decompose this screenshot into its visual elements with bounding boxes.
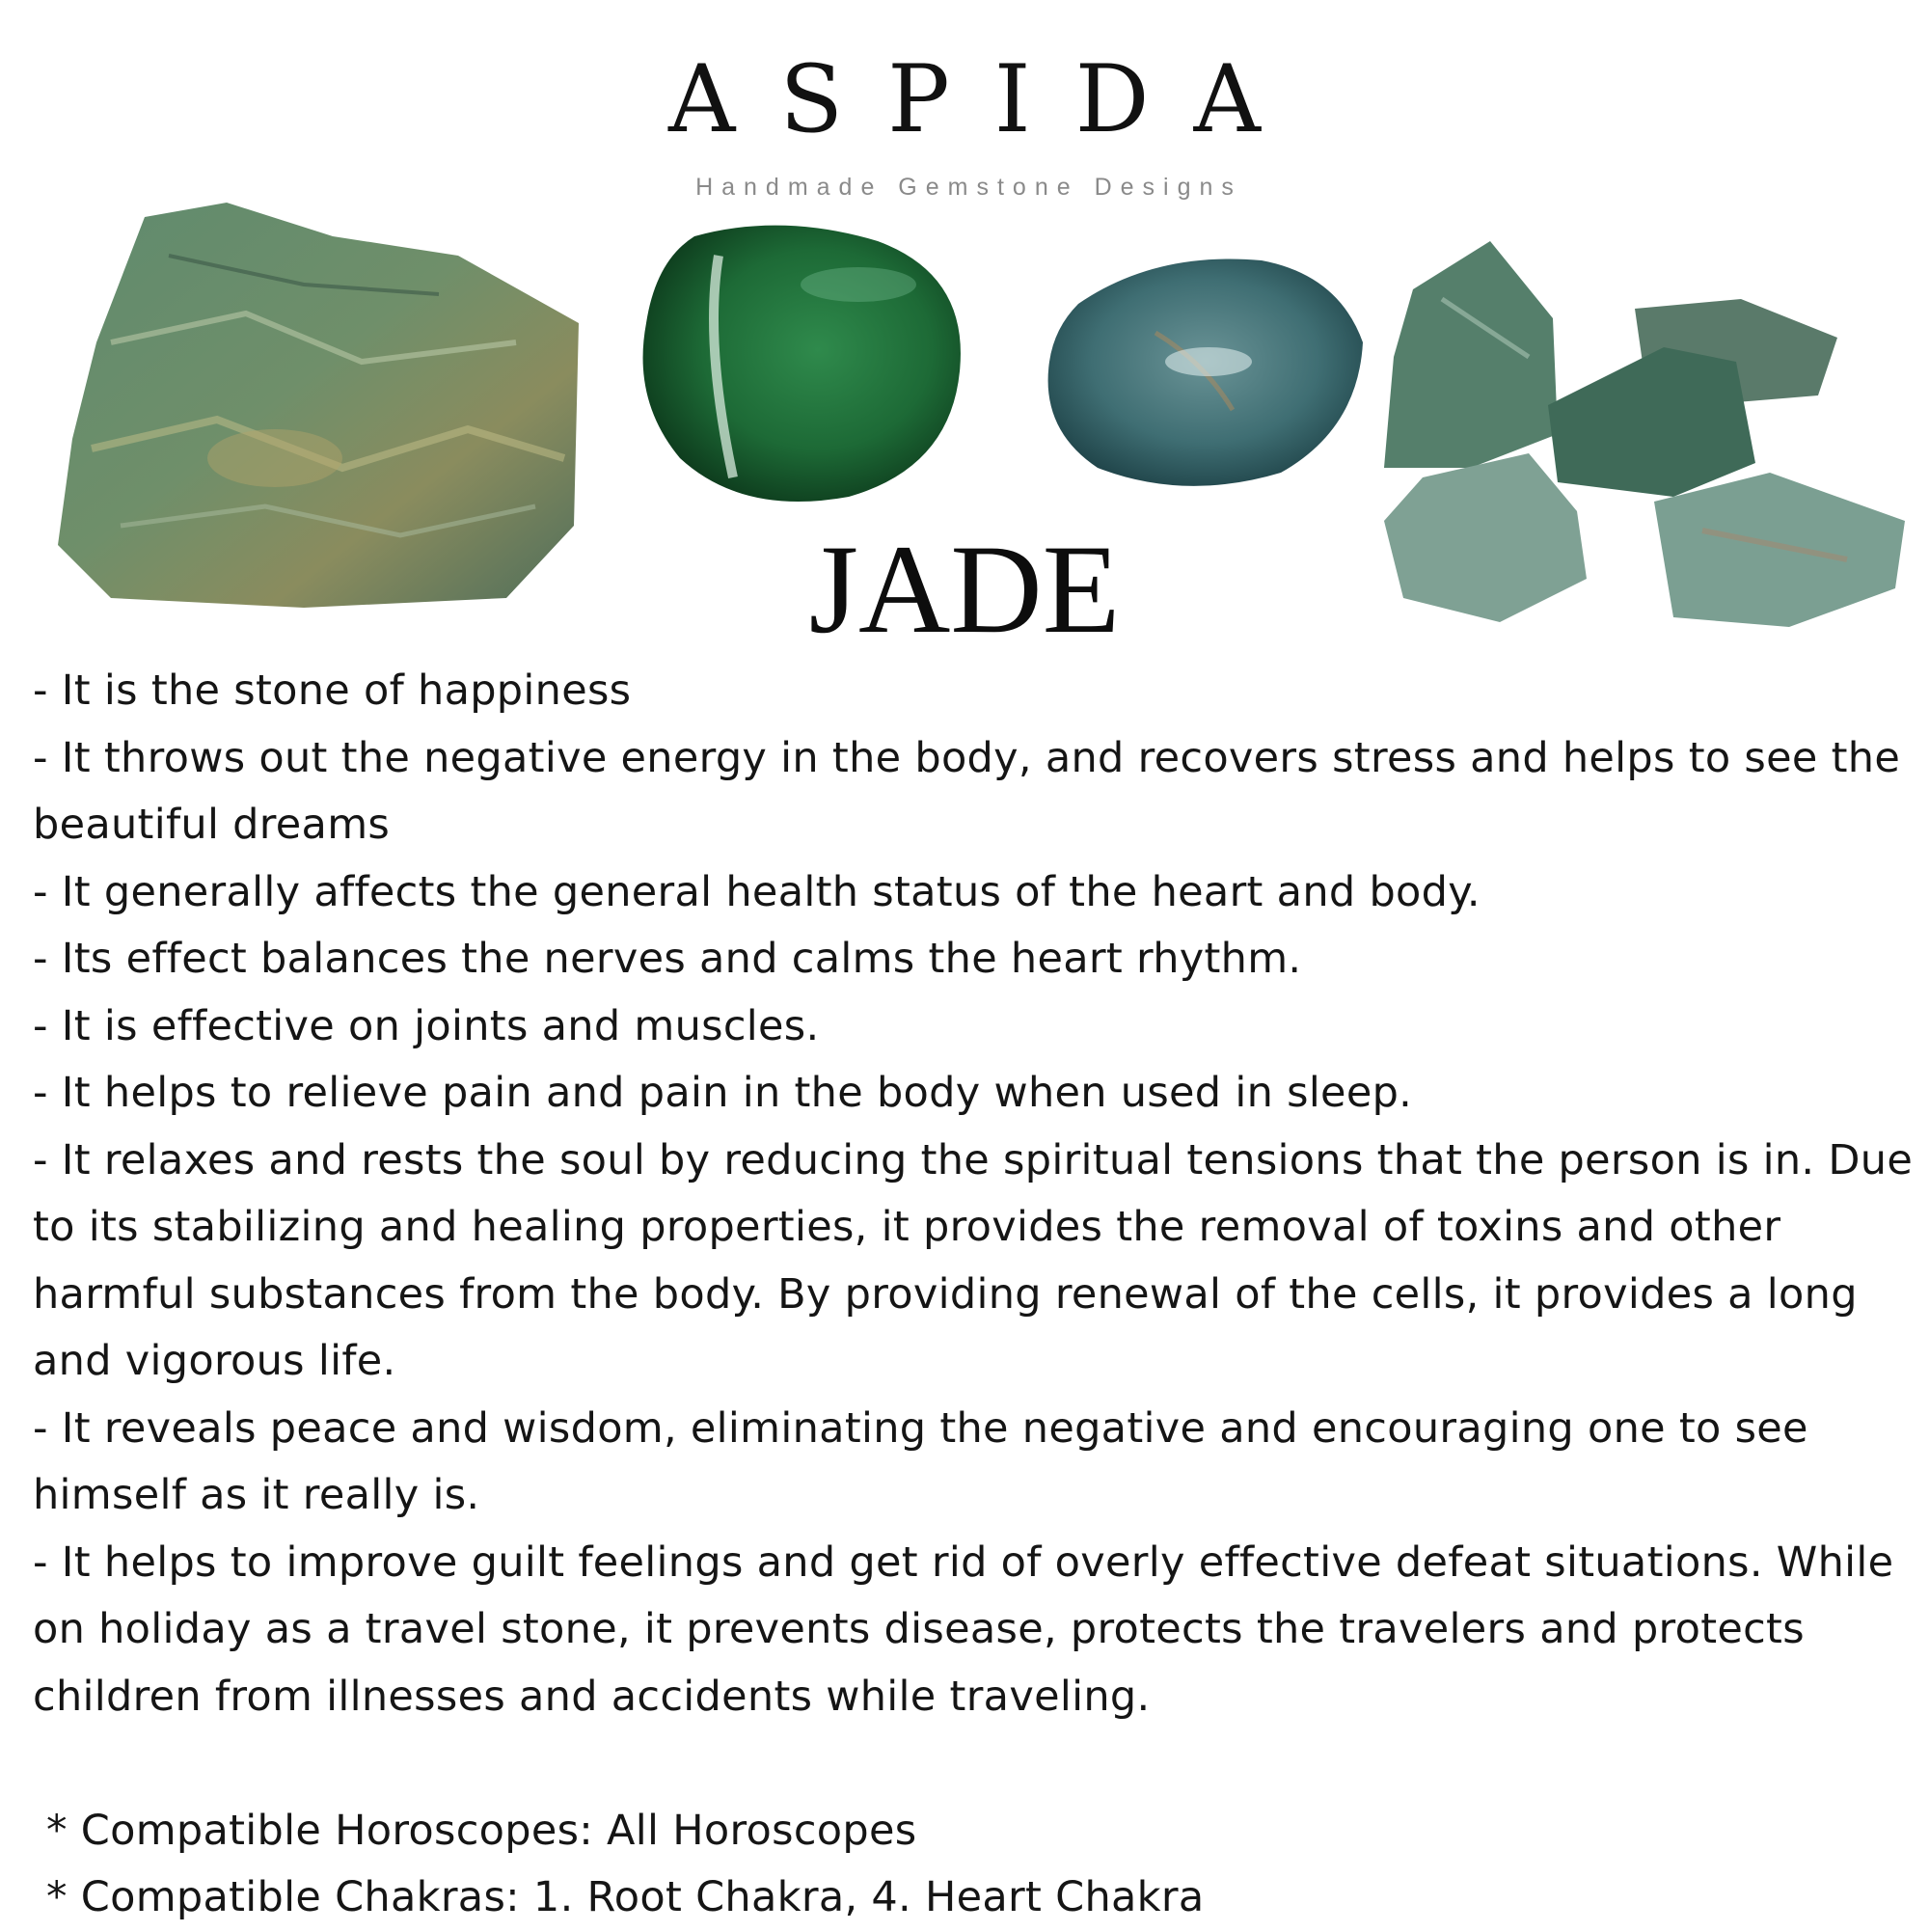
stone-image-tumbled-blue-green: [1040, 246, 1368, 497]
property-item: - It is the stone of happiness: [33, 667, 632, 715]
property-item: - It generally affects the general health status of the heart and body.: [33, 867, 1481, 916]
property-item: - It relaxes and rests the soul by reducing the spiritual tensions that the person is in. Due to its stabilizing and healing properties, it provides the removal of toxins and other harmful substances from the body. By providing renewal of the cells, it provides a long and vigorous life.: [33, 1135, 1914, 1385]
compatible-chakras: * Compatible Chakras: 1. Root Chakra, 4. Heart Chakra: [46, 1873, 1205, 1921]
brand-logo: ASPIDA: [668, 45, 1305, 153]
compatible-horoscopes: * Compatible Horoscopes: All Horoscopes: [46, 1806, 917, 1855]
property-item: - It reveals peace and wisdom, eliminating the negative and encouraging one to see himself as it really is.: [33, 1403, 1808, 1519]
stone-image-polished-green: [637, 217, 974, 506]
spacer: [33, 1730, 1914, 1798]
property-item: - It helps to improve guilt feelings and get rid of overly effective defeat situations. While on holiday as a travel stone, it prevents disease, protects the travelers and protects children from illnesses and accidents while traveling.: [33, 1537, 1894, 1721]
property-item: - It helps to relieve pain and pain in the body when used in sleep.: [33, 1069, 1413, 1117]
property-item: - It throws out the negative energy in the body, and recovers stress and helps to see the beautiful dreams: [33, 733, 1901, 849]
stone-title: JADE: [808, 518, 1121, 660]
properties-list: [33, 658, 1914, 1932]
property-item: - Its effect balances the nerves and calms the heart rhythm.: [33, 935, 1302, 983]
brand-tagline: Handmade Gemstone Designs: [695, 174, 1242, 201]
property-item: - It is effective on joints and muscles.: [33, 1001, 820, 1050]
